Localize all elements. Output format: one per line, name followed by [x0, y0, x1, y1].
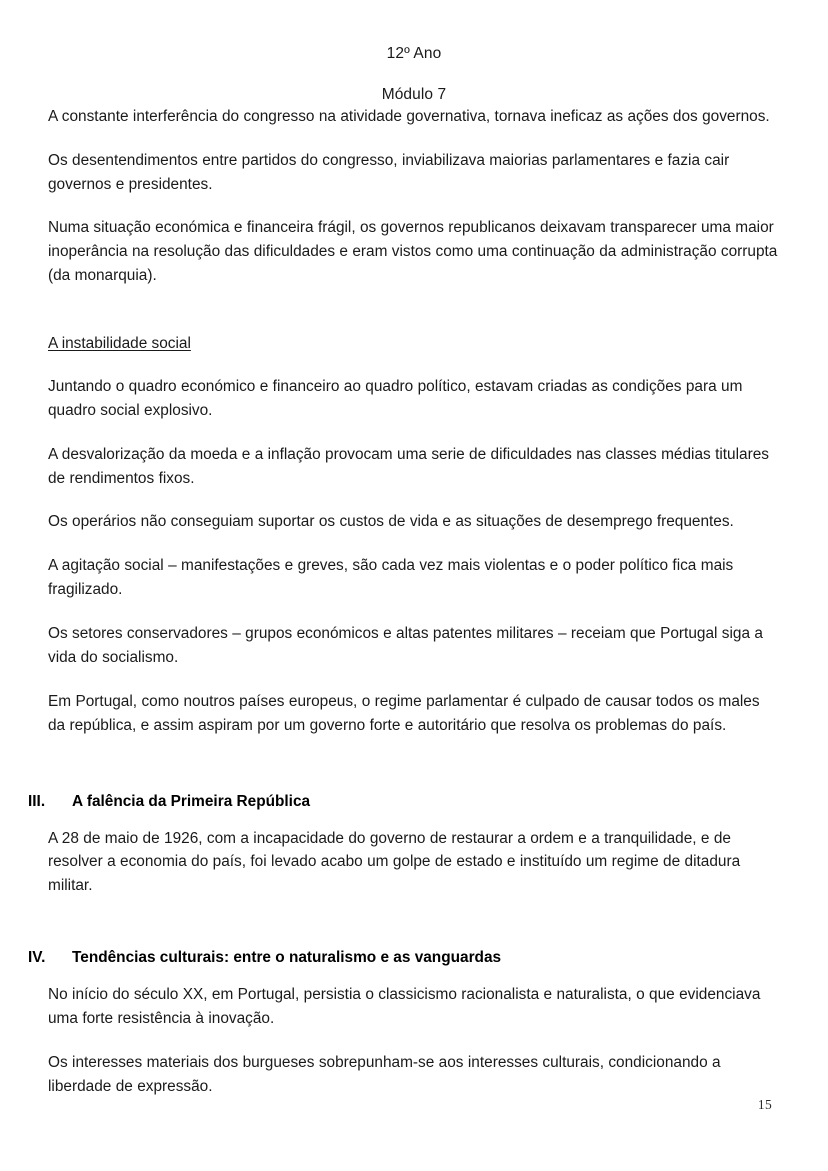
document-header — [0, 0, 828, 105]
section-iii — [28, 790, 780, 899]
paragraph: Em Portugal, como noutros países europeus, o regime parlamentar é culpado de causar todos os males da república, e assim aspiram por um governo forte e autoritário que resolva os problemas do país. — [48, 692, 760, 734]
intro-block — [48, 105, 780, 288]
paragraph: A 28 de maio de 1926, com a incapacidade do governo de restaurar a ordem e a tranquilidade, e de resolver a economia do país, foi levado acabo um golpe de estado e instituído um regime de ditadura militar. — [48, 829, 741, 895]
paragraph: Os interesses materiais dos burgueses sobrepunham-se aos interesses culturais, condicionando a liberdade de expressão. — [48, 1054, 721, 1095]
paragraph: Juntando o quadro económico e financeiro ao quadro político, estavam criadas as condições para um quadro social explosivo. — [48, 377, 743, 419]
section-heading — [28, 790, 780, 813]
section-number: IV. — [28, 949, 46, 967]
subsection-heading-text: A instabilidade social — [48, 335, 191, 352]
section-number: III. — [28, 792, 46, 810]
header-course-line: 12º Ano — [386, 45, 442, 62]
paragraph: Os setores conservadores – grupos económicos e altas patentes militares – receiam que Portugal siga a vida do socialismo. — [48, 625, 763, 666]
paragraph: Os desentendimentos entre partidos do congresso, inviabilizava maiorias parlamentares e fazia cair governos e presidentes. — [48, 151, 730, 193]
header-module-line: Módulo 7 — [381, 86, 447, 104]
section-title: Tendências culturais: entre o naturalismo e as vanguardas — [72, 949, 502, 967]
paragraph: A agitação social – manifestações e greves, são cada vez mais violentas e o poder político fica mais fragilizado. — [48, 557, 734, 599]
subsection-heading — [48, 332, 780, 356]
section-iv — [28, 946, 780, 1099]
subsection-instabilidade-social — [48, 332, 780, 738]
page-number: 15 — [757, 1097, 772, 1112]
paragraph: No início do século XX, em Portugal, persistia o classicismo racionalista e naturalista, o que evidenciava uma forte resistência à inovação. — [48, 986, 761, 1028]
paragraph: Numa situação económica e financeira frágil, os governos republicanos deixavam transparecer uma maior inoperância na resolução das dificuldades e eram vistos como uma continuação da administração corrupta (da monarquia). — [48, 219, 778, 285]
paragraph: A constante interferência do congresso na atividade governativa, tornava ineficaz as ações dos governos. — [48, 107, 770, 125]
document-body — [0, 105, 828, 1099]
section-heading — [28, 946, 780, 969]
paragraph: Os operários não conseguiam suportar os custos de vida e as situações de desemprego frequentes. — [48, 513, 734, 531]
section-title: A falência da Primeira República — [72, 792, 311, 810]
paragraph: A desvalorização da moeda e a inflação provocam uma serie de dificuldades nas classes médias titulares de rendimentos fixos. — [48, 445, 769, 487]
